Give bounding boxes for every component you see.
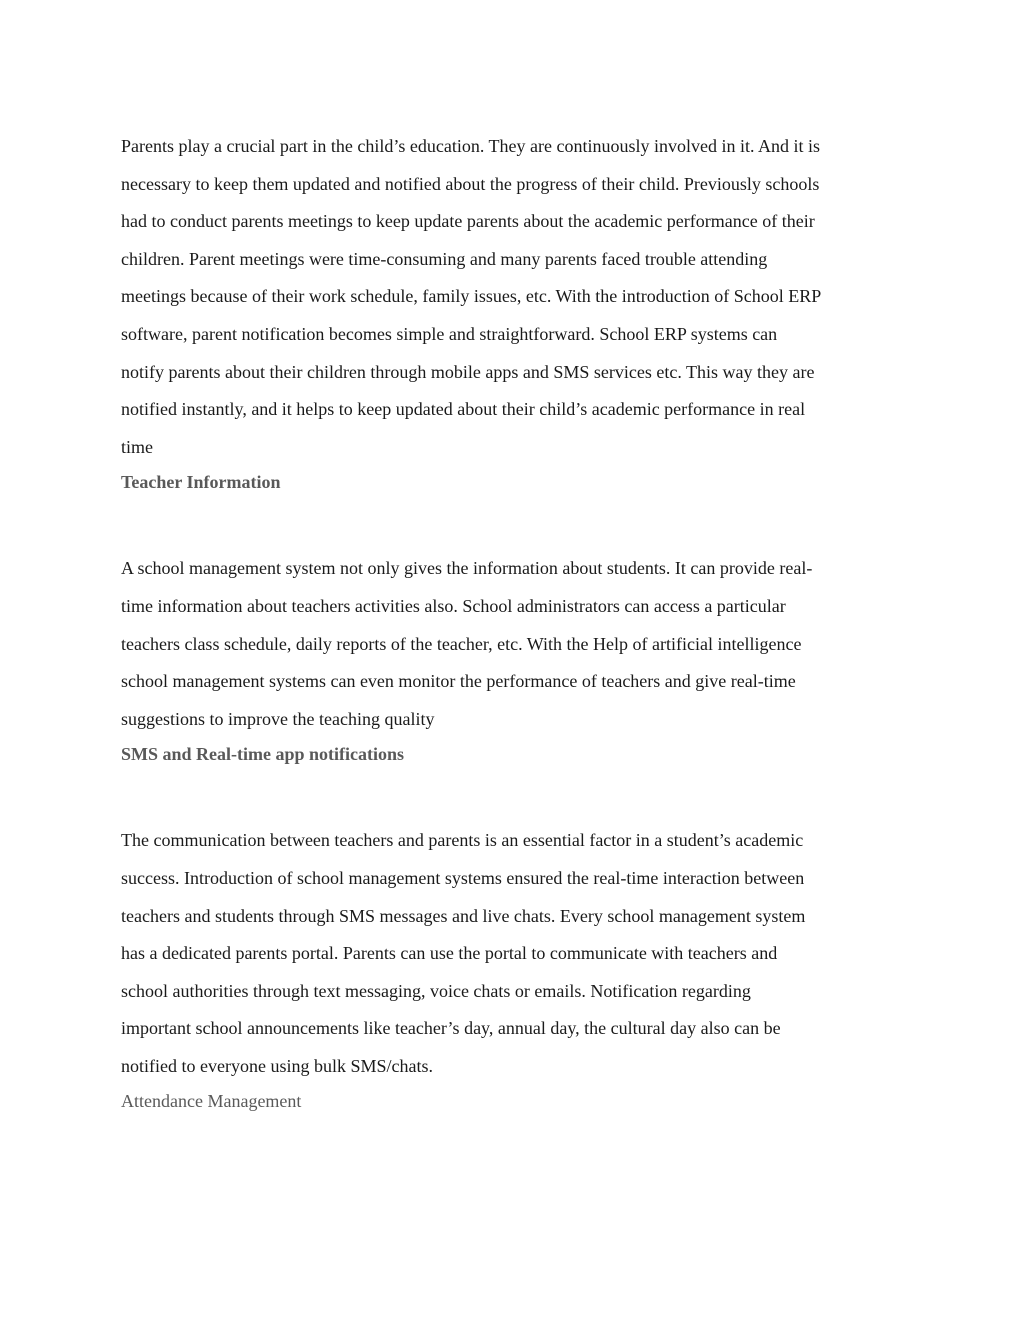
text-line: success. Introduction of school management systems ensured the real-time interaction between (121, 867, 805, 888)
text-line: The communication between teachers and parents is an essential factor in a student’s academic (121, 830, 804, 851)
text-line: school authorities through text messaging, voice chats or emails. Notification regarding (121, 980, 751, 1001)
text-line: notified instantly, and it helps to keep updated about their child’s academic performance in real (121, 399, 806, 420)
text-line: A school management system not only gives the information about students. It can provide real- (121, 558, 813, 579)
text-line: has a dedicated parents portal. Parents can use the portal to communicate with teachers and (121, 943, 778, 964)
section-spacer (121, 771, 911, 822)
text-line: had to conduct parents meetings to keep update parents about the academic performance of their (121, 211, 815, 232)
text-line: notified to everyone using bulk SMS/chats. (121, 1055, 433, 1076)
text-line: suggestions to improve the teaching quality (121, 708, 435, 729)
text-line: necessary to keep them updated and notified about the progress of their child. Previously schools (121, 173, 820, 194)
text-line: teachers class schedule, daily reports of the teacher, etc. With the Help of artificial intelligence (121, 633, 802, 654)
text-line: teachers and students through SMS messages and live chats. Every school management system (121, 905, 806, 926)
heading-sms-notifications: SMS and Real-time app notifications (121, 744, 405, 765)
paragraph-parents (121, 128, 911, 466)
heading-teacher-information: Teacher Information (121, 472, 281, 493)
section-spacer (121, 499, 911, 550)
document-content (121, 128, 911, 1118)
text-line: meetings because of their work schedule, family issues, etc. With the introduction of School ERP (121, 286, 822, 307)
text-line: time (121, 436, 153, 457)
text-line: software, parent notification becomes simple and straightforward. School ERP systems can (121, 323, 778, 344)
text-line: notify parents about their children through mobile apps and SMS services etc. This way they are (121, 361, 815, 382)
text-line: important school announcements like teacher’s day, annual day, the cultural day also can be (121, 1018, 781, 1039)
text-line: time information about teachers activities also. School administrators can access a particular (121, 595, 786, 616)
heading-attendance-management: Attendance Management (121, 1091, 302, 1112)
text-line: Parents play a crucial part in the child’s education. They are continuously involved in it. And it is (121, 136, 821, 156)
text-line: children. Parent meetings were time-consuming and many parents faced trouble attending (121, 248, 768, 269)
paragraph-sms (121, 822, 911, 1085)
paragraph-teacher (121, 550, 911, 738)
text-line: school management systems can even monitor the performance of teachers and give real-time (121, 671, 796, 692)
